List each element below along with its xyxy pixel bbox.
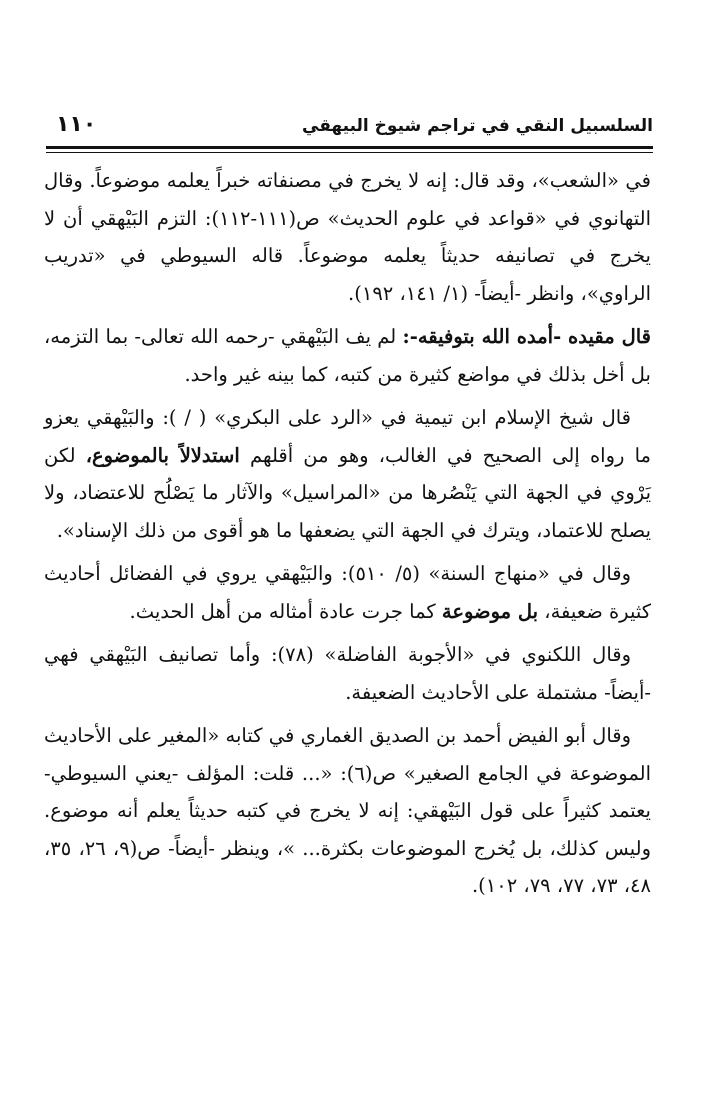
paragraph-3	[44, 399, 651, 549]
running-header	[46, 112, 653, 146]
paragraph-1-text: في «الشعب»، وقد قال: إنه لا يخرج في مصنفاته خبراً يعلمه موضوعاً. وقال التهانوي في «قواعد في علوم الحديث» ص(١١١-١١٢): التزم البَيْهقي أن لا يخرج في تصانيفه حديثاً يعلمه موضوعاً. قاله السيوطي في «تدريب الراوي»، وانظر -أيضاً- (١/ ١٤١، ١٩٢).	[44, 169, 651, 305]
header-title: السلسبيل النقي في تراجم شيوخ البيهقي	[302, 116, 653, 136]
paragraph-4-text-a: وقال في «منهاج السنة» (٥/ ٥١٠): والبَيْهقي يروي في الفضائل أحاديث كثيرة ضعيفة،	[44, 562, 651, 623]
paragraph-4	[44, 555, 651, 630]
paragraph-2-text: لم يف البَيْهقي -رحمه الله تعالى- بما التزمه، بل أخل بذلك في مواضع كثيرة من كتبه، كما بينه غير واحد.	[44, 325, 651, 386]
page-number: ١١٠	[56, 112, 97, 137]
paragraph-1	[44, 162, 651, 312]
header-rule-thick	[46, 146, 653, 149]
paragraph-4-bold: بل موضوعة	[441, 599, 539, 623]
paragraph-3-text-a: قال شيخ الإسلام ابن تيمية في «الرد على البكري» ( / ): والبَيْهقي يعزو ما رواه إلى الصحيح في الغالب، وهو من أقلهم	[44, 406, 651, 467]
paragraph-2	[44, 318, 651, 393]
paragraph-3-bold: استدلالاً بالموضوع،	[85, 443, 240, 467]
paragraph-5-text: وقال اللكنوي في «الأجوبة الفاضلة» (٧٨): وأما تصانيف البَيْهقي فهي -أيضاً- مشتملة على الأحاديث الضعيفة.	[44, 643, 651, 704]
author-note-lead: قال مقيده -أمده الله بتوفيقه-:	[402, 325, 651, 348]
paragraph-6	[44, 717, 651, 905]
paragraph-4-text-b: كما جرت عادة أمثاله من أهل الحديث.	[129, 599, 442, 623]
header-rule-thin	[46, 152, 653, 153]
body-text	[44, 162, 651, 905]
paragraph-5	[44, 636, 651, 711]
paragraph-6-text: وقال أبو الفيض أحمد بن الصديق الغماري في كتابه «المغير على الأحاديث الموضوعة في الجامع الصغير» ص(٦): «... قلت: المؤلف -يعني السيوطي- يعتمد كثيراً على قول البَيْهقي: إنه لا يخرج في كتبه حديثاً يعلم أنه موضوع. وليس كذلك، بل يُخرج الموضوعات بكثرة... »، وينظر -أيضاً- ص(٩، ٢٦، ٣٥، ٤٨، ٧٣، ٧٧، ٧٩، ١٠٢).	[44, 724, 651, 897]
paragraph-3-text-b: لكن يَرْوي في الجهة التي يَنْصُرها من «المراسيل» والآثار ما يَصْلُح للاعتضاد، ولا يصلح للاعتماد، ويترك في الجهة التي يضعفها ما هو أقوى من ذلك الإسناد».	[44, 443, 651, 542]
